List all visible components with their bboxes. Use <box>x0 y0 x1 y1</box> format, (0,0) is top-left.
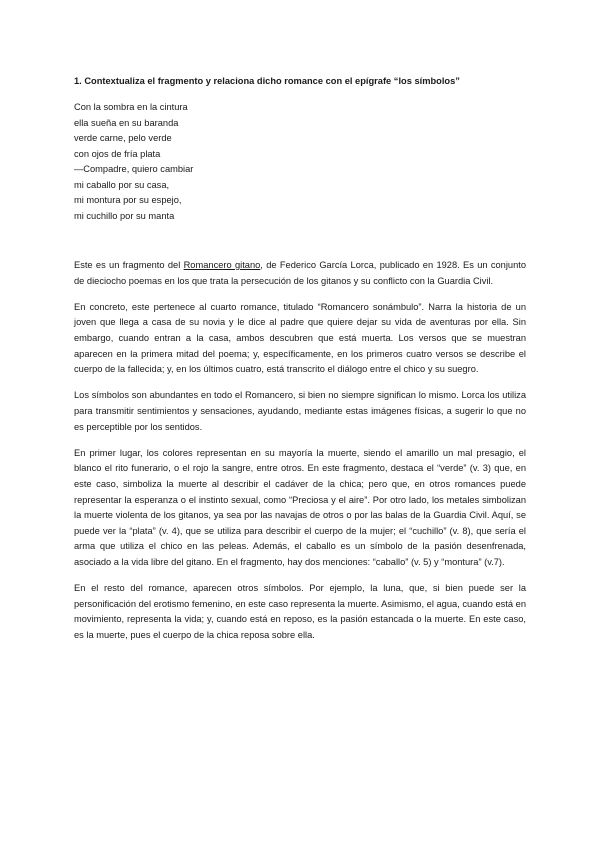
poem-line: mi caballo por su casa, <box>74 179 170 190</box>
essay-body <box>74 258 526 654</box>
paragraph-other-symbols: En el resto del romance, aparecen otros símbolos. Por ejemplo, la luna, que, si bien puede ser la personificación del erotismo femenino, en este caso representa la muerte. Asimismo, el agua, cuando está en movimiento, representa la vida; y, cuando está en reposo, es la pasión estancada o la muerte. En este caso, es la muerte, pues el cuerpo de la chica reposa sobre ella. <box>74 583 526 640</box>
poem-line: mi montura por su espejo, <box>74 195 182 205</box>
paragraph-colors-metals: En primer lugar, los colores representan en su mayoría la muerte, siendo el amarillo un mal presagio, el blanco el rito funerario, o el rojo la sangre, entre otros. En este fragmento, destaca el “verde” (v. 3) que, en este caso, simboliza la muerte al describir el cadáver de la chica; pero que, en otros romances puede representar la esperanza o el instinto sexual, como “Preciosa y el aire”. Por otro lado, los metales simbolizan la muerte violenta de los gitanos, ya sea por las navajas de otros o por las balas de la Guardia Civil. Aquí, se puede ver la “plata” (v. 4), que se utiliza para describir el cuerpo de la mujer; el “cuchillo” (v. 8), que sería el arma que utiliza el chico en las peleas. Además, el caballo es un símbolo de la pasión desenfrenada, asociado a la vida libre del gitano. En el fragmento, hay dos menciones: “caballo” (v. 5) y “montura” (v.7). <box>74 447 526 567</box>
question-heading: 1. Contextualiza el fragmento y relaciona dicho romance con el epígrafe “los símbolos” <box>74 76 460 86</box>
paragraph-symbols: Los símbolos son abundantes en todo el Romancero, si bien no siempre significan lo mismo. Lorca los utiliza para transmitir sentimientos y sensaciones, ayudando, mediante estas imágenes físicas, a sugerir lo que no es perceptible por los sentidos. <box>74 390 526 432</box>
poem-line: mi cuchillo por su manta <box>74 210 175 221</box>
poem-fragment <box>74 100 374 224</box>
paragraph-intro-before: Este es un fragmento del <box>74 260 184 270</box>
poem-line: ella sueña en su baranda <box>74 117 179 128</box>
poem-line: con ojos de fría plata <box>74 148 161 159</box>
romancero-gitano-link[interactable]: Romancero gitano <box>183 260 261 270</box>
paragraph-intro <box>74 258 526 289</box>
paragraph-intro-after: , de Federico García Lorca, publicado en 1928. Es un conjunto de dieciocho poemas en los que trata la persecución de los gitanos y su conflicto con la Guardia Civil. <box>74 260 526 286</box>
poem-line: —Compadre, quiero cambiar <box>74 164 194 174</box>
paragraph-context: En concreto, este pertenece al cuarto romance, titulado “Romancero sonámbulo”. Narra la historia de un joven que llega a casa de su novia y le dice al padre que quiere dejar su vida de aventuras por ella. Sin embargo, cuando entran a la casa, ambos descubren que está muerta. Los versos que se muestran aparecen en la primera mitad del poema; y, específicamente, en los primeros cuatro versos se describe el cuerpo de la fallecida; y, en los últimos cuatro, está transcrito el diálogo entre el chico y su suegro. <box>74 301 526 375</box>
poem-line: verde carne, pelo verde <box>74 133 172 143</box>
poem-line: Con la sombra en la cintura <box>74 102 188 112</box>
